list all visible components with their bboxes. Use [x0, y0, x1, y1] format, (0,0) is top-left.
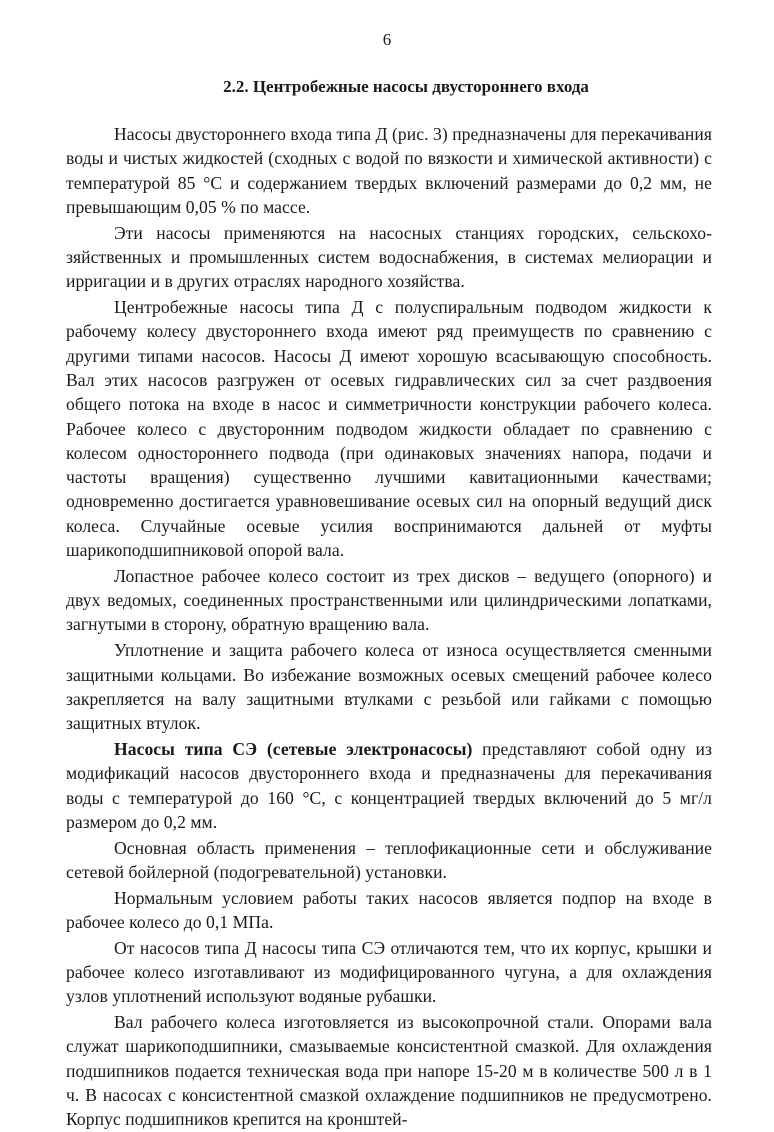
- paragraph: [66, 564, 712, 637]
- paragraph-text: Насосы двустороннего входа типа Д (рис. 3) предназначены для перекачивания воды и чистых жидкостей (сходных с водой по вязкости и химической активности) с температурой 85 °С и содержанием твердых включений размерами до 0,2 мм, не превышающим 0,05 % по массе.: [66, 124, 712, 217]
- paragraph: [66, 122, 712, 219]
- paragraph-text: Лопастное рабочее колесо состоит из трех дисков – ведущего (опорного) и двух ведомых, соединенных пространственными или цилиндрическими лопатками, загнутыми в сторону, обратную вращению вала.: [66, 565, 712, 635]
- paragraph-text: представляют собой одну из модификаций насосов двустороннего входа и предназначены для перекачивания воды с температурой до 160 °С, с концентрацией твердых включений до 5 мг/л размером до 0,2 мм.: [66, 738, 712, 832]
- body-text: [66, 122, 712, 1132]
- paragraph: [66, 936, 712, 1009]
- paragraph-text: Центробежные насосы типа Д с полуспиральным подводом жидкости к рабочему колесу двустороннего входа имеют ряд преимуществ по сравнению с другими типами насосов. Насосы Д имеют хорошую всасывающую способность. Вал этих насосов разгружен от осевых гидравлических сил за счет раздвоения общего потока на входе в насос и симметричности конструкции рабочего колеса. Рабочее колесо с двусторонним подводом жидкости обладает по сравнению с колесом одностороннего подвода (при одинаковых значениях напора, подачи и частоты вращения) существенно лучшими кавитационными качествами; одновременно достигается уравновешивание осевых сил на опорный ведущий диск колеса. Случайные осевые усилия воспринимаются дальней от муфты шарикоподшипниковой опорой вала.: [66, 297, 712, 561]
- paragraph: [66, 295, 712, 562]
- paragraph-text: Основная область применения – теплофикационные сети и обслуживание сетевой бойлерной (подогревательной) установки.: [66, 837, 712, 882]
- paragraph-text: Вал рабочего колеса изготовляется из высокопрочной стали. Опорами вала служат шарикоподшипники, смазываемые консистентной смазкой. Для охлаждения подшипников подается техническая вода при напоре 15-20 м в количестве 500 л в 1 ч. В насосах с консистентной смазкой охлаждение подшипников не предусмотрено. Корпус подшипников крепится на кронштей-: [66, 1012, 712, 1130]
- paragraph: [66, 221, 712, 294]
- paragraph: [66, 737, 712, 834]
- section-title: 2.2. Центробежные насосы двустороннего входа: [223, 77, 589, 96]
- paragraph-text: Нормальным условием работы таких насосов является подпор на входе в рабочее колесо до 0,1 МПа.: [66, 887, 712, 932]
- paragraph: [66, 1010, 712, 1131]
- paragraph: [66, 886, 712, 935]
- paragraph-bold-lead: Насосы типа СЭ (сетевые электронасосы): [114, 738, 473, 759]
- paragraph: [66, 836, 712, 885]
- paragraph-text: Эти насосы применяются на насосных станциях городских, сельскохозяйственных и промышленных систем водоснабжения, в системах мелиорации и ирригации и в других отраслях народного хозяйства.: [66, 222, 712, 292]
- page-number: 6: [382, 30, 392, 49]
- paragraph: [66, 638, 712, 735]
- paragraph-text: От насосов типа Д насосы типа СЭ отличаются тем, что их корпус, крышки и рабочее колесо изготавливают из модифицированного чугуна, а для охлаждения узлов уплотнений используют водяные рубашки.: [66, 937, 712, 1007]
- paragraph-text: Уплотнение и защита рабочего колеса от износа осуществляется сменными защитными кольцами. Во избежание возможных осевых смещений рабочее колесо закрепляется на валу защитными втулками с резьбой или гайками с помощью защитных втулок.: [66, 640, 712, 734]
